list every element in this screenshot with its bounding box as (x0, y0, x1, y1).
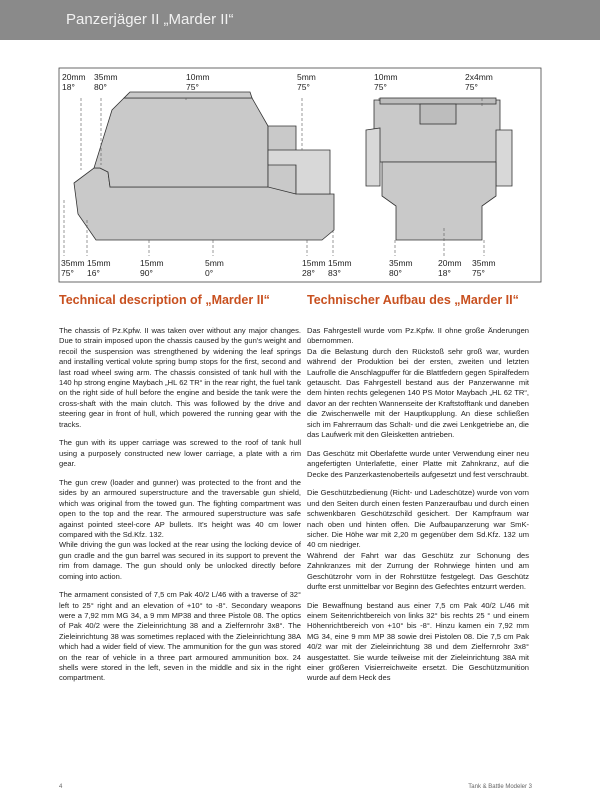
armor-label: 10mm 75° (186, 72, 210, 92)
paragraph: The gun with its upper carriage was screwed to the roof of tank hull using a purposely constructed new lower carriage, a plate with a rim gear. (59, 438, 301, 469)
side-view-superstructure (94, 98, 268, 187)
paragraph: The gun crew (loader and gunner) was protected to the front and the sides by an armoured superstructure and the traversable gun shield, which was original from the towed gun. The fighting compartment was open to the top and the rear. The armoured superstructure was safe against pointed steel-core AP bullets. It's height was 40 cm lower compared with the Sd.Kfz. 132. (59, 477, 301, 539)
paragraph: Das Fahrgestell wurde vom Pz.Kpfw. II ohne große Änderungen übernommen. (307, 326, 529, 346)
armor-label: 35mm 75° (472, 258, 496, 278)
armor-label: 20mm 18° (438, 258, 462, 278)
paragraph: Die Geschützbedienung (Richt- und Ladeschütze) wurde von vorn und den Seiten durch einen festen Panzeraufbau und durch einen schwenkbaren Geschützschild gesichert. Der Kampfraum war nach oben und hinten offen. Die Aufbaupanzerung war SmK-sicher. Die Höhe war mit 2,20 m gegenüber dem Sd.Kfz. 132 um 40 cm niedriger. (307, 488, 529, 550)
armor-label: 5mm 75° (297, 72, 316, 92)
armor-label: 2x4mm 75° (465, 72, 493, 92)
front-view-mantlet (420, 104, 456, 124)
front-view-top-plate (380, 98, 496, 104)
armor-label: 35mm 75° (61, 258, 85, 278)
armor-diagram (0, 0, 600, 290)
armor-label: 15mm 83° (328, 258, 352, 278)
english-heading: Technical description of „Marder II“ (59, 293, 270, 307)
armor-label: 5mm 0° (205, 258, 224, 278)
paragraph: The armament consisted of 7,5 cm Pak 40/2 L/46 with a traverse of 32° left to 25° right and an elevation of +10° to -8°. Secondary weapons were a 7,92 mm MG 34, a 9 mm MP38 and three Pistole 08. The optics of Pak 40/2 were the Zieleinrichtung 38 and a Zielfernrohr 3x8°. The Zieleinrichtung 38 was sometimes replaced with the Zieleinrichtung 38A which had a wider field of view. The ammunition for the gun was stored on the rear of vehicle in a three part armoured ammunition box. 24 shells were stored in the left, seven in the middle and six in the right compartment. (59, 590, 301, 683)
footer-source: Tank & Battle Modeler 3 (468, 784, 532, 790)
front-view-lower-shield (366, 128, 380, 186)
side-view-gun-shield (124, 92, 252, 98)
german-column (307, 326, 529, 692)
paragraph: While driving the gun was locked at the rear using the locking device of gun cradle and the gun barrel was secured in its support to prevent the rim from damage. The gun should only be unlocked directly before coming into action. (59, 540, 301, 581)
front-view-lower-shield-right (496, 130, 512, 186)
paragraph: Die Bewaffnung bestand aus einer 7,5 cm Pak 40/2 L/46 mit einem Seitenrichtbereich von links 32° bis rechts 25 ° und einem Höhenrichtbereich von +10° bis -8°. Hinzu kamen ein 7,92 mm MG 34, eine 9 mm MP 38 sowie drei Pistolen 08. Die 7,5 cm Pak 40/2 war mit der Zieleinrichtung 38 und dem Zielfernrohr 3x8° ausgestattet. Sie wurde teilweise mit der Zieleinrichtung 38A mit einer größeren Visierreichweite ersetzt. Die Geschützmunition wurde auf dem Heck des (307, 600, 529, 683)
front-view-hull (382, 162, 496, 240)
armor-label: 10mm 75° (374, 72, 398, 92)
armor-label: 15mm 90° (140, 258, 164, 278)
german-heading: Technischer Aufbau des „Marder II“ (307, 293, 519, 307)
paragraph: Während der Fahrt war das Geschütz zur Schonung des Zahnkranzes mit der Zurrung der Rohrwiege hinten und am Geschützrohr vorn in der Rohrstütze festgelegt. Das Geschütz durfte erst unmittelbar vor Beginn des Gefechtes entzurrt werden. (307, 550, 529, 591)
paragraph: The chassis of Pz.Kpfw. II was taken over without any major changes. Due to strain imposed upon the chassis caused by the gun's weight and recoil the suspension was strengthened by widening the leaf springs and installing vertical volute spring bump stops for the first, second and last road wheel swing arm. The chassis consisted of tank hull with the 140 hp strong engine Maybach „HL 62 TR“ in the rear right, the fuel tank on the right side of hull before the engine and beside the tank were the cross-shaft with the main clutch. This was followed by the drive and steering gear in front of hull, which powered the running gear with the tracks. (59, 326, 301, 429)
armor-label: 35mm 80° (389, 258, 413, 278)
armor-label: 35mm 80° (94, 72, 118, 92)
paragraph: Das Geschütz mit Oberlafette wurde unter Verwendung einer neu angefertigten Unterlafette, einer Platte mit Zahnkranz, auf die Decke des Panzerkastenoberteils aufgesetzt und fest verschraubt. (307, 448, 529, 479)
paragraph: Da die Belastung durch den Rückstoß sehr groß war, wurden während der Produktion bei der ersten, zweiten und letzten Laufrolle die Anschlagpuffer für die Blattfedern gegen Spiralfedern getauscht. Das Fahrgestell bestand aus der Panzerwanne mit dem hinten rechts gelegenen 140 PS Motor Maybach „HL 62 TR“, davor an der rechten Wannenseite der Kraftstofftank und daneben die Zwischenwelle mit der Hauptkupplung. An diese schließen sich im Fahrerraum das Schalt- und die zwei Lenkgetriebe an, die das Laufwerk mit den Gleisketten antrieben. (307, 346, 529, 440)
armor-label: 15mm 28° (302, 258, 326, 278)
armor-label: 15mm 16° (87, 258, 111, 278)
page-title: Panzerjäger II „Marder II“ (66, 11, 234, 28)
page-number: 4 (59, 784, 63, 790)
english-column (59, 326, 301, 692)
armor-label: 20mm 18° (62, 72, 86, 92)
